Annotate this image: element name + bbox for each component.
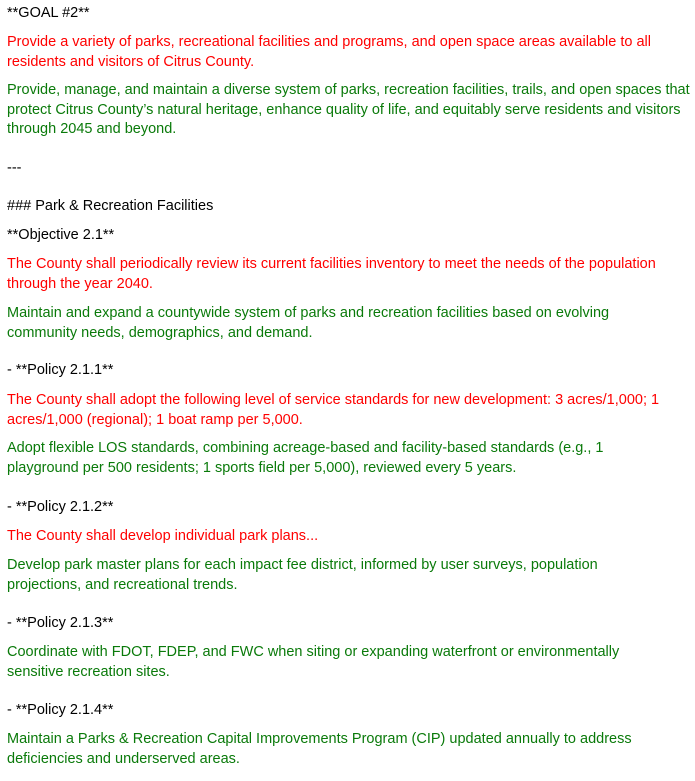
policy-heading: - **Policy 2.1.4**	[7, 702, 114, 718]
policy-revised-text: Maintain a Parks & Recreation Capital Improvements Program (CIP) updated annually to address deficiencies and underserved areas.	[7, 731, 636, 767]
section-heading: ### Park & Recreation Facilities	[7, 198, 214, 214]
policy-original-text: The County shall adopt the following level of service standards for new development: 3 acres/1,000; 1 acres/1,000 (regional); 1 boat ramp per 5,000.	[7, 392, 664, 428]
policy-revised-text: Coordinate with FDOT, FDEP, and FWC when siting or expanding waterfront or environmentally sensitive recreation sites.	[7, 644, 624, 680]
objective-heading: **Objective 2.1**	[7, 227, 115, 243]
policy-heading: - **Policy 2.1.2**	[7, 499, 114, 515]
goal-heading: **GOAL #2**	[7, 5, 90, 21]
goal-revised-text: Provide, manage, and maintain a diverse system of parks, recreation facilities, trails, and open spaces that protect Citrus County’s natural heritage, enhance quality of life, and equitably serve residents and visitors through 2045 and beyond.	[7, 82, 694, 137]
policy-heading: - **Policy 2.1.3**	[7, 615, 114, 631]
separator: ---	[7, 160, 22, 176]
policy-heading: - **Policy 2.1.1**	[7, 362, 114, 378]
policy-revised-text: Adopt flexible LOS standards, combining acreage-based and facility-based standards (e.g., 1 playground per 500 residents; 1 sports field per 5,000), reviewed every 5 years.	[7, 440, 608, 476]
goal-original-text: Provide a variety of parks, recreational facilities and programs, and open space areas available to all residents and visitors of Citrus County.	[7, 34, 656, 70]
objective-revised-text: Maintain and expand a countywide system of parks and recreation facilities based on evolving community needs, demographics, and demand.	[7, 305, 614, 341]
objective-original-text: The County shall periodically review its current facilities inventory to meet the needs of the population through the year 2040.	[7, 256, 660, 292]
policy-revised-text: Develop park master plans for each impact fee district, informed by user surveys, population projections, and recreational trends.	[7, 557, 602, 593]
policy-original-text: The County shall develop individual park plans...	[7, 528, 319, 544]
